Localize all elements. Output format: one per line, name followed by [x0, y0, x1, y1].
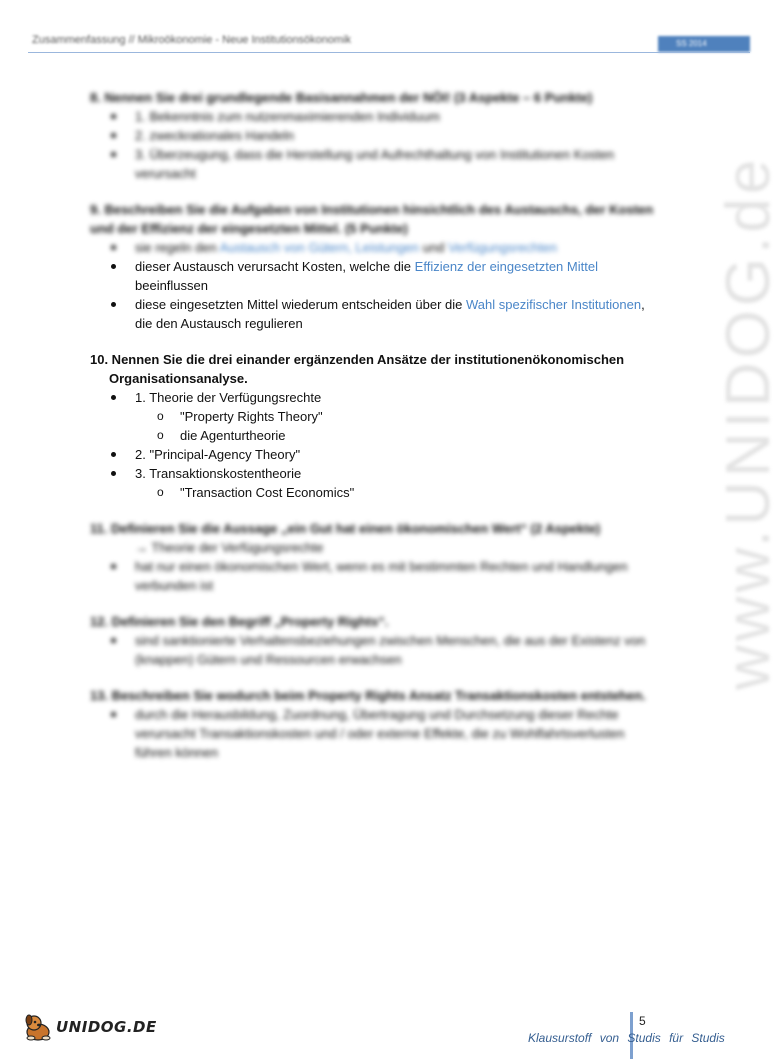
list-item: 3. Überzeugung, dass die Herstellung und Aufrechthaltung von Institutionen Kosten verursacht	[90, 145, 660, 183]
dog-mascot-icon	[22, 1012, 54, 1042]
question-10-heading: 10. Nennen Sie die drei einander ergänzenden Ansätze der institutionenökonomischen Organisationsanalyse.	[90, 352, 625, 386]
sub-list-item: o "Transaction Cost Economics"	[90, 483, 660, 502]
sub-list-item: o die Agenturtheorie	[90, 426, 660, 445]
list-item: 1. Bekenntnis zum nutzenmaximierenden Individuum	[90, 107, 660, 126]
question-9-heading: 9. Beschreiben Sie die Aufgaben von Institutionen hinsichtlich des Austauschs, der Kosten und der Effizienz der eingesetzten Mittel. (5 Punkte)	[90, 202, 654, 236]
question-11	[90, 519, 660, 595]
list-item: dieser Austausch verursacht Kosten, welche die Effizienz der eingesetzten Mittel beeinflussen	[90, 257, 660, 295]
question-12-list	[90, 631, 660, 669]
question-9	[90, 200, 660, 333]
footer-logo	[22, 1012, 157, 1042]
question-10-list	[90, 388, 660, 502]
list-item: 2. "Principal-Agency Theory"	[90, 445, 660, 464]
question-8	[90, 88, 660, 183]
question-10	[90, 350, 660, 502]
question-13-heading: 13. Beschreiben Sie wodurch beim Property Rights Ansatz Transaktionskosten entstehen.	[90, 688, 646, 703]
question-11-heading: 11. Definieren Sie die Aussage „ein Gut hat einen ökonomischen Wert“ (2 Aspekte)	[90, 521, 601, 536]
highlight-term: Effizienz der eingesetzten Mittel	[414, 259, 598, 274]
header-rule	[28, 52, 750, 53]
question-11-list	[90, 538, 660, 595]
list-item: durch die Herausbildung, Zuordnung, Übertragung und Durchsetzung dieser Rechte verursacht Transaktionskosten und / oder externe Effekte, die zu Wohlfahrtsverlusten führen können	[90, 705, 660, 762]
page-number: 5	[639, 1014, 646, 1028]
list-item: hat nur einen ökonomischen Wert, wenn es mit bestimmten Rechten und Handlungen verbunden ist	[90, 557, 660, 595]
list-item: sind sanktionierte Verhaltensbeziehungen zwischen Menschen, die aus der Existenz von (knappen) Gütern und Ressourcen erwachsen	[90, 631, 660, 669]
list-item: 1. Theorie der Verfügungsrechte	[90, 388, 660, 407]
question-13	[90, 686, 660, 762]
question-8-list	[90, 107, 660, 183]
footer-slogan: Klausurstoff von Studis für Studis	[528, 1031, 725, 1045]
list-item: 2. zweckrationales Handeln	[90, 126, 660, 145]
list-item: diese eingesetzten Mittel wiederum entscheiden über die Wahl spezifischer Institutionen, die den Austausch regulieren	[90, 295, 660, 333]
header-title: Zusammenfassung // Mikroökonomie - Neue Institutionsökonomik	[32, 34, 352, 46]
question-9-list	[90, 238, 660, 333]
list-item: 3. Transaktionskostentheorie	[90, 464, 660, 483]
footer-logo-text: UNIDOG.DE	[56, 1018, 157, 1036]
header-badge: SS 2014	[658, 36, 750, 52]
sub-list-item: o "Property Rights Theory"	[90, 407, 660, 426]
list-item: sie regeln den Austausch von Gütern, Leistungen und Verfügungsrechten	[90, 238, 660, 257]
question-13-list	[90, 705, 660, 762]
document-body	[90, 88, 660, 762]
watermark: www.UNIDOG.de	[714, 155, 783, 690]
list-item: → Theorie der Verfügungsrechte	[135, 540, 324, 555]
question-12-heading: 12. Definieren Sie den Begriff „Property Rights“.	[90, 614, 389, 629]
question-8-heading: 8. Nennen Sie drei grundlegende Basisannahmen der NÖI! (3 Aspekte – 6 Punkte)	[90, 90, 593, 105]
highlight-term: Wahl spezifischer Institutionen	[465, 297, 642, 312]
question-12	[90, 612, 660, 669]
